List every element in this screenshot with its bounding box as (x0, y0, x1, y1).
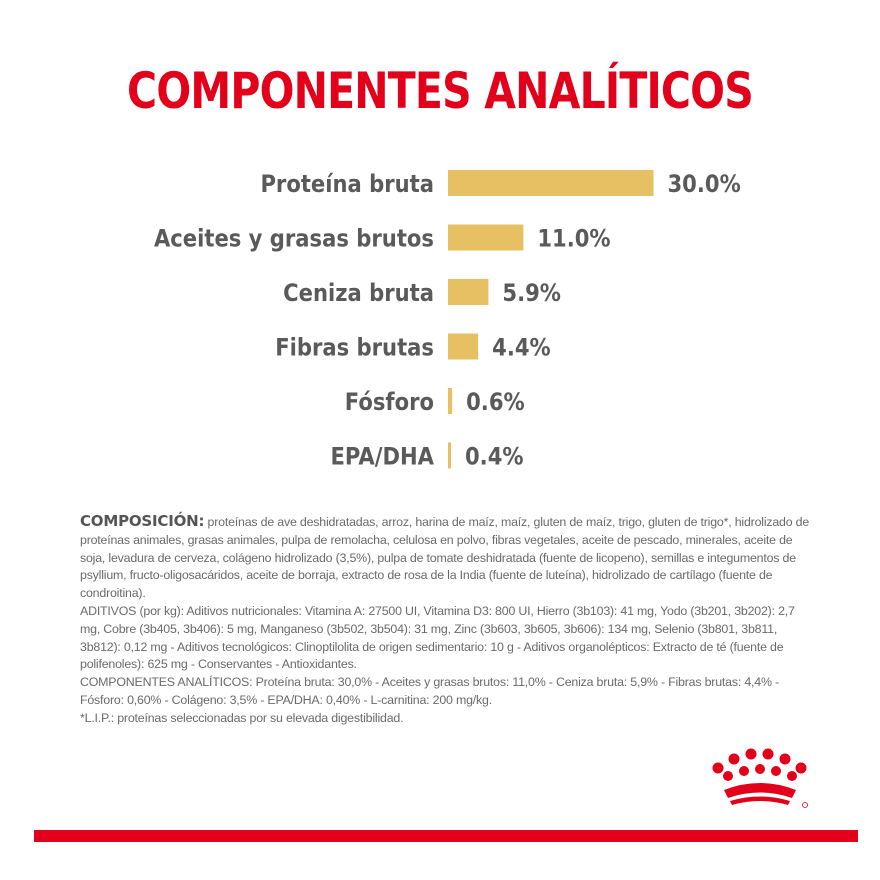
additives-paragraph: ADITIVOS (por kg): Aditivos nutricionales: Vitamina A: 27500 UI, Vitamina D3: 800 UI, Hierro (3b103): 41 mg, Yodo (3b201, 3b202): 2,7 mg, Cobre (3b405, 3b406): 5 mg, Manganeso (3b502, 3b504): 31 mg, Zinc (3b603, 3b605, 3b606): 134 mg, Selenio (3b801, 3b811, 3b812): 0,12 mg - Aditivos tecnológicos: Clinoptilolita de origen sedimentario: 10 g - Aditivos organolépticos: Extracto de té (fuente de polifenoles): 625 mg - Conservantes - Antioxidantes. (80, 603, 795, 672)
bar (448, 170, 654, 196)
composition-body: proteínas de ave deshidratadas, arroz, harina de maíz, maíz, gluten de maíz, trigo, gluten de trigo*, hidrolizado de proteínas animales, grasas animales, pulpa de remolacha, celulosa en polvo, fibras vegetales, aceite de pescado, minerales, aceite de soja, levadura de cerveza, colágeno hidrolizado (3,5%), pulpa de tomate deshidratada (fuente de licopeno), semillas e integumentos de psyllium, fructo-oligosacáridos, aceite de borraja, extracto de rosa de la India (fuente de luteína), hidrolizado de cartílago (fuente de condroitina). (80, 515, 810, 601)
analytical-paragraph: COMPONENTES ANALÍTICOS: Proteína bruta: 30,0% - Aceites y grasas brutos: 11,0% - Ceniza bruta: 5,9% - Fibras brutas: 4,4% - Fósforo: 0,60% - Colágeno: 3,5% - EPA/DHA: 0,40% - L-carnitina: 200 mg/kg. (80, 675, 779, 707)
value-label: 4.4% (492, 334, 551, 362)
category-label: Proteína bruta (260, 170, 434, 199)
bar (448, 443, 451, 469)
category-label: Fósforo (344, 388, 434, 417)
value-label: 5.9% (502, 279, 561, 308)
value-label: 11.0% (537, 225, 611, 253)
bar (448, 388, 452, 414)
value-label: 30.0% (667, 170, 741, 199)
category-label: EPA/DHA (330, 443, 434, 471)
composition-heading: COMPOSICIÓN: (80, 512, 205, 530)
bar (448, 279, 488, 305)
category-label: Aceites y grasas brutos (153, 225, 435, 253)
category-label: Ceniza bruta (283, 279, 434, 308)
category-label: Fibras brutas (275, 334, 434, 362)
bar (448, 334, 478, 360)
royal-canin-crown-icon (704, 746, 816, 810)
page-title: COMPONENTES ANALÍTICOS (127, 62, 753, 120)
value-label: 0.4% (465, 443, 524, 471)
bottom-accent-bar (34, 830, 858, 842)
composition-paragraph (80, 513, 810, 603)
value-label: 0.6% (466, 388, 525, 417)
footnote: *L.I.P.: proteínas seleccionadas por su elevada digestibilidad. (80, 710, 404, 725)
analytical-bar-chart (0, 150, 880, 480)
bar (448, 225, 523, 251)
composition-block (80, 513, 810, 728)
